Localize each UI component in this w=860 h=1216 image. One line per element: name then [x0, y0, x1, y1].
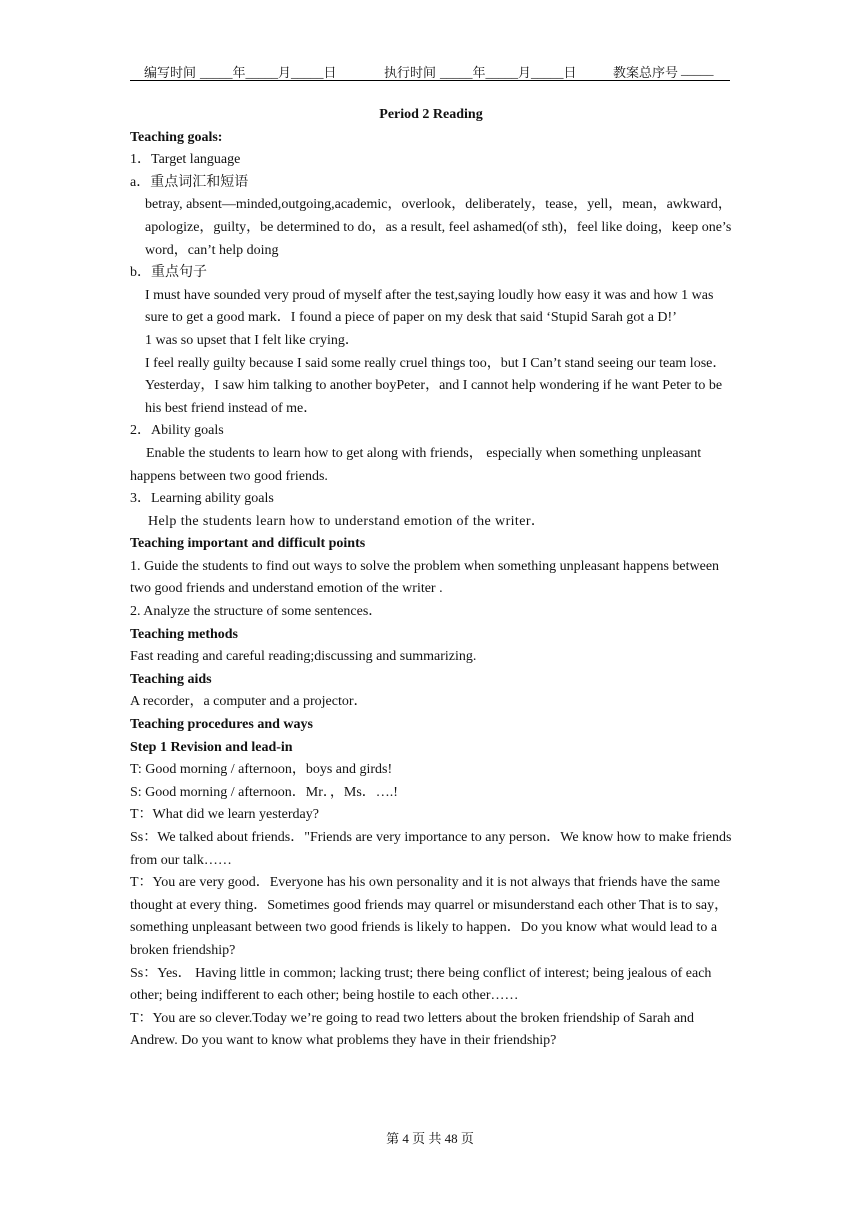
- text-paragraph: Enable the students to learn how to get along with friends， especially when something unpleasant happens between two good friends.: [130, 445, 702, 484]
- text-paragraph: Ss：We talked about friends．"Friends are very importance to any person．We know how to make friends from our talk……: [130, 830, 732, 868]
- section-heading: Teaching procedures and ways: [130, 717, 313, 733]
- text-paragraph: Fast reading and careful reading;discussing and summarizing.: [130, 649, 477, 665]
- serial-number-label: 教案总序号: [613, 65, 679, 80]
- section-heading: Teaching important and difficult points: [130, 536, 366, 552]
- text-paragraph: I feel really guilty because I said some really cruel things too，but I Can’t stand seeing our team lose．: [145, 355, 727, 371]
- text-paragraph: Yesterday，I saw him talking to another boyPeter，and I cannot help wondering if he want Peter to be his best friend instead of me．: [145, 378, 723, 416]
- document-body: [130, 104, 732, 1053]
- compiled-time-label: 编写时间: [144, 65, 197, 80]
- text-paragraph: Ss：Yes． Having little in common; lacking trust; there being conflict of interest; being jealous of each other; being indifferent to each other; being hostile to each other……: [130, 965, 712, 1004]
- text-paragraph: betray, absent—minded,outgoing,academic，overlook，deliberately，tease，yell，mean，awkward，apologize，guilty，be determined to do，as a result, feel ashamed(of sth)，feel like doing，keep one’s word，can’t help doing: [145, 197, 732, 258]
- text-paragraph: S: Good morning / afternoon．Mr．，Ms．….!: [130, 784, 398, 800]
- text-paragraph: T：What did we learn yesterday?: [130, 807, 319, 823]
- text-paragraph: 1．Target language: [130, 152, 241, 168]
- text-paragraph: A recorder，a computer and a projector．: [130, 694, 368, 710]
- section-heading: Teaching aids: [130, 671, 212, 687]
- text-paragraph: b．重点句子: [130, 265, 207, 281]
- executed-time-blank: _____年_____月_____日: [440, 65, 577, 80]
- text-paragraph: a．重点词汇和短语: [130, 174, 249, 190]
- page-footer: 第 4 页 共 48 页: [386, 1131, 474, 1146]
- executed-time-label: 执行时间: [384, 65, 437, 80]
- section-heading: Teaching methods: [130, 626, 239, 642]
- text-paragraph: 2. Analyze the structure of some sentences．: [130, 604, 383, 620]
- compiled-time-blank: _____年_____月_____日: [200, 65, 337, 80]
- text-paragraph: 2．Ability goals: [130, 423, 224, 439]
- text-paragraph: T: Good morning / afternoon，boys and girds!: [130, 762, 393, 778]
- text-paragraph: I must have sounded very proud of myself after the test,saying loudly how easy it was and how 1 was sure to get a good mark．I found a piece of paper on my desk that said ‘Stupid Sarah got a D!’: [145, 287, 714, 326]
- section-heading: Teaching goals:: [130, 129, 223, 145]
- text-paragraph: 1. Guide the students to find out ways to solve the problem when something unpleasant happens between two good friends and understand emotion of the writer .: [130, 558, 720, 597]
- page-title: Period 2 Reading: [379, 107, 483, 122]
- section-heading: Step 1 Revision and lead-in: [130, 739, 293, 755]
- text-paragraph: 1 was so upset that I felt like crying．: [145, 332, 359, 348]
- text-paragraph: T：You are so clever.Today we’re going to read two letters about the broken friendship of Sarah and Andrew. Do you want to know what problems they have in their friendship?: [130, 1010, 695, 1049]
- text-paragraph: T：You are very good．Everyone has his own personality and it is not always that friends have the same thought at every thing．Sometimes good friends may quarrel or misunderstand each other That is to say，something unpleasant between two good friends is likely to happen．Do you know what would lead to a broken friendship?: [130, 875, 729, 958]
- serial-number-blank: _____: [681, 62, 714, 77]
- text-paragraph: Help the students learn how to understand emotion of the writer．: [148, 513, 546, 529]
- document-lines: [130, 127, 732, 1053]
- page-header: [130, 60, 730, 81]
- text-paragraph: 3．Learning ability goals: [130, 491, 274, 507]
